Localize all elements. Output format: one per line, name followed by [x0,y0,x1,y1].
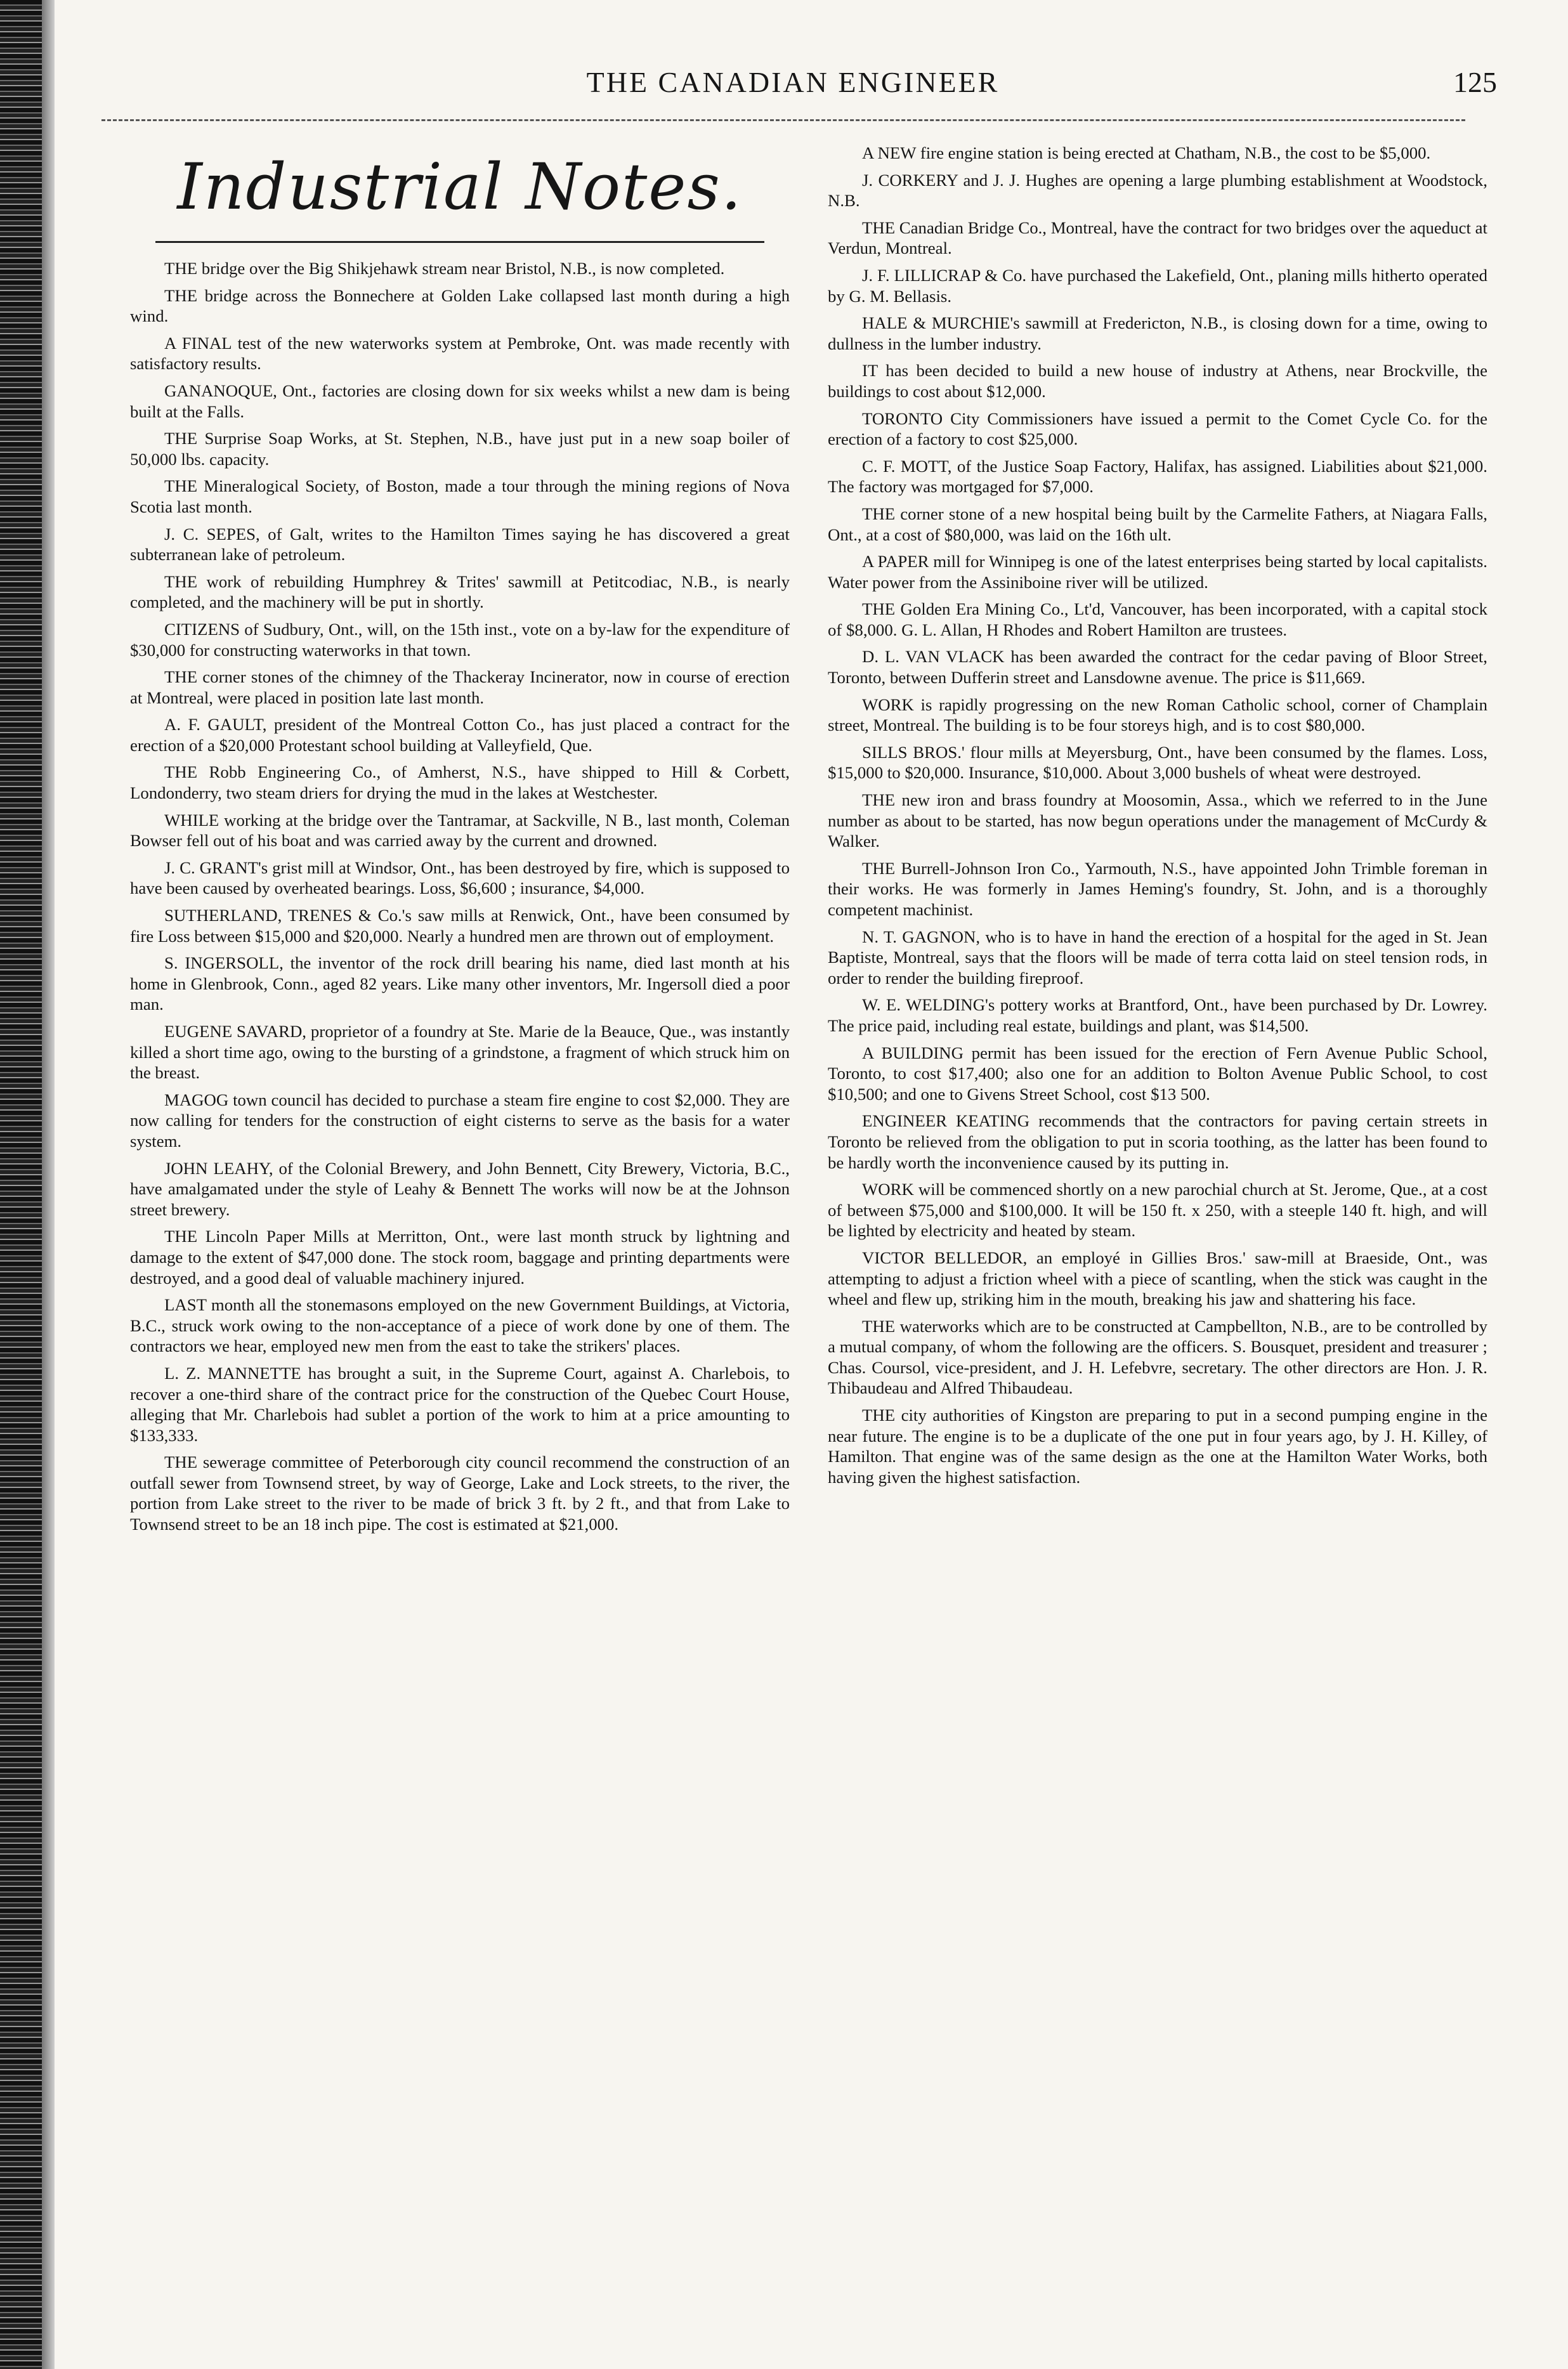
news-item: THE Lincoln Paper Mills at Merritton, Ont., were last month struck by lightning and damage to the extent of $47,000 done. The stock room, baggage and printing departments were destroyed, and a good deal of valuable machinery injured. [130,1227,790,1288]
news-item: THE Mineralogical Society, of Boston, made a tour through the mining regions of Nova Scotia last month. [130,476,790,516]
news-item: LAST month all the stonemasons employed on the new Government Buildings, at Victoria, B.C., struck work owing to the non-acceptance of a piece of work done by one of them. The contractors we hear, employed new men from the east to take the strikers' places. [130,1295,790,1356]
news-item: W. E. WELDING's pottery works at Brantford, Ont., have been purchased by Dr. Lowrey. The price paid, including real estate, buildings and plant, was $14,500. [828,995,1487,1035]
news-item: WHILE working at the bridge over the Tantramar, at Sackville, N B., last month, Coleman Bowser fell out of his boat and was carried away by the current and drowned. [130,810,790,851]
running-title: THE CANADIAN ENGINEER [586,66,1000,98]
news-item: D. L. VAN VLACK has been awarded the contract for the cedar paving of Bloor Street, Toronto, between Dufferin street and Lansdowne avenue. The price is $11,669. [828,647,1487,688]
news-item: WORK is rapidly progressing on the new Roman Catholic school, corner of Champlain street, Montreal. The building is to be four storeys high, and is to cost $80,000. [828,695,1487,735]
binding-edge [0,0,42,2369]
news-item: JOHN LEAHY, of the Colonial Brewery, and John Bennett, City Brewery, Victoria, B.C., have amalgamated under the style of Leahy & Bennett The works will now be at the Johnson street brewery. [130,1158,790,1219]
masthead-rule [155,241,764,243]
news-item: J. C. SEPES, of Galt, writes to the Hamilton Times saying he has discovered a great subterranean lake of petroleum. [130,524,790,565]
news-item: THE Canadian Bridge Co., Montreal, have the contract for two bridges over the aqueduct at Verdun, Montreal. [828,218,1487,258]
news-item: THE bridge across the Bonnechere at Golden Lake collapsed last month during a high wind. [130,285,790,326]
news-item: A. F. GAULT, president of the Montreal Cotton Co., has just placed a contract for the erection of a $20,000 Protestant school building at Valleyfield, Que. [130,715,790,755]
news-item: IT has been decided to build a new house of industry at Athens, near Brockville, the buildings to cost about $12,000. [828,361,1487,401]
right-column [828,143,1487,1494]
news-item: ENGINEER KEATING recommends that the contractors for paving certain streets in Toronto be relieved from the obligation to put in scoria toothing, as the latter has been found to be hardly worth the inconvenience caused by its putting in. [828,1111,1487,1172]
news-item: THE Surprise Soap Works, at St. Stephen, N.B., have just put in a new soap boiler of 50,000 lbs. capacity. [130,429,790,469]
news-item: VICTOR BELLEDOR, an employé in Gillies Bros.' saw-mill at Braeside, Ont., was attempting to adjust a friction wheel with a piece of scantling, when the stick was caught in the wheel and flew up, striking him in the mouth, breaking his jaw and shattering his face. [828,1248,1487,1309]
news-item: MAGOG town council has decided to purchase a steam fire engine to cost $2,000. They are now calling for tenders for the construction of eight cisterns to serve as the basis for a water system. [130,1090,790,1151]
news-item: A FINAL test of the new waterworks system at Pembroke, Ont. was made recently with satisfactory results. [130,333,790,374]
news-item: EUGENE SAVARD, proprietor of a foundry at Ste. Marie de la Beauce, Que., was instantly killed a short time ago, owing to the bursting of a grindstone, a fragment of which struck him on the breast. [130,1022,790,1083]
news-item: THE Golden Era Mining Co., Lt'd, Vancouver, has been incorporated, with a capital stock of $8,000. G. L. Allan, H Rhodes and Robert Hamilton are trustees. [828,599,1487,639]
news-item: SILLS BROS.' flour mills at Meyersburg, Ont., have been consumed by the flames. Loss, $15,000 to $20,000. Insurance, $10,000. About 3,000 bushels of wheat were destroyed. [828,742,1487,783]
news-item: A BUILDING permit has been issued for the erection of Fern Avenue Public School, Toronto, to cost $17,400; also one for an addition to Bolton Avenue Public School, to cost $10,500; and one to Givens Street School, cost $13 500. [828,1043,1487,1104]
news-item: C. F. MOTT, of the Justice Soap Factory, Halifax, has assigned. Liabilities about $21,000. The factory was mortgaged for $7,000. [828,456,1487,497]
page-header [70,60,1516,105]
news-item: THE bridge over the Big Shikjehawk stream near Bristol, N.B., is now completed. [164,259,725,278]
news-item: A PAPER mill for Winnipeg is one of the latest enterprises being started by local capitalists. Water power from the Assiniboine river will be utilized. [828,552,1487,592]
right-notes [828,143,1487,1487]
news-item: THE Robb Engineering Co., of Amherst, N.S., have shipped to Hill & Corbett, Londonderry, two steam driers for drying the mud in the lakes at Westchester. [130,762,790,803]
binding-shadow [42,0,55,2369]
news-item: J. C. GRANT's grist mill at Windsor, Ont., has been destroyed by fire, which is supposed to have been caused by overheated bearings. Loss, $6,600 ; insurance, $4,000. [130,858,790,898]
news-item: THE Burrell-Johnson Iron Co., Yarmouth, N.S., have appointed John Trimble foreman in their works. He was formerly in James Heming's foundry, St. John, and is a thoroughly competent machinist. [828,858,1487,919]
news-item: S. INGERSOLL, the inventor of the rock drill bearing his name, died last month at his home in Glenbrook, Conn., aged 82 years. Like many other inventors, Mr. Ingersoll died a poor man. [130,953,790,1014]
header-rule [101,119,1465,121]
news-item: THE waterworks which are to be constructed at Campbellton, N.B., are to be controlled by a mutual company, of whom the following are the officers. S. Bousquet, president and treasurer ; Chas. Coursol, vice-president, and J. H. Lefebvre, secretary. The other directors are Hon. J. R. Thibaudeau and Alfred Thibaudeau. [828,1316,1487,1398]
news-item: GANANOQUE, Ont., factories are closing down for six weeks whilst a new dam is being built at the Falls. [130,381,790,421]
news-item: HALE & MURCHIE's sawmill at Fredericton, N.B., is closing down for a time, owing to dullness in the lumber industry. [828,313,1487,353]
news-item: L. Z. MANNETTE has brought a suit, in the Supreme Court, against A. Charlebois, to recover a one-third share of the contract price for the construction of the Quebec Court House, alleging that Mr. Charlebois had sublet a portion of the work to him at a price amounting to $133,333. [130,1363,790,1445]
page-number: 125 [1453,66,1497,98]
left-notes [130,258,790,1535]
news-item: J. CORKERY and J. J. Hughes are opening a large plumbing establishment at Woodstock, N.B. [828,170,1487,211]
news-item: THE work of rebuilding Humphrey & Trites' sawmill at Petitcodiac, N.B., is nearly completed, and the machinery will be put in shortly. [130,571,790,612]
news-item: SUTHERLAND, TRENES & Co.'s saw mills at Renwick, Ont., have been consumed by fire Loss between $15,000 and $20,000. Nearly a hundred men are thrown out of employment. [130,906,790,946]
news-item: CITIZENS of Sudbury, Ont., will, on the 15th inst., vote on a by-law for the expenditure of $30,000 for constructing waterworks in that town. [130,619,790,660]
news-item: THE corner stones of the chimney of the Thackeray Incinerator, now in course of erection at Montreal, were placed in position late last month. [130,667,790,707]
section-title: Industrial Notes. [177,150,743,224]
section-masthead [130,143,790,241]
news-item: THE city authorities of Kingston are preparing to put in a second pumping engine in the near future. The engine is to be a duplicate of the one put in four years ago, by J. H. Killey, of Hamilton. That engine was of the same design as the one at the Hamilton Water Works, both having given the highest satisfaction. [828,1406,1487,1487]
news-item: N. T. GAGNON, who is to have in hand the erection of a hospital for the aged in St. Jean Baptiste, Montreal, says that the floors will be made of terra cotta laid on steel tension rods, in order to render the building fireproof. [828,927,1487,988]
news-item: WORK will be commenced shortly on a new parochial church at St. Jerome, Que., at a cost of between $75,000 and $100,000. It will be 150 ft. x 250, with a steeple 140 ft. high, and will be lighted by electricity and heated by steam. [828,1180,1487,1241]
news-item: THE sewerage committee of Peterborough city council recommend the construction of an outfall sewer from Townsend street, by way of George, Lake and Lock streets, to the river, the portion from Lake street to the river to be made of brick 3 ft. by 2 ft., and that from Lake to Townsend street to be an 18 inch pipe. The cost is estimated at $21,000. [130,1452,790,1534]
news-item: J. F. LILLICRAP & Co. have purchased the Lakefield, Ont., planing mills hitherto operated by G. M. Bellasis. [828,265,1487,306]
news-item: THE new iron and brass foundry at Moosomin, Assa., which we referred to in the June number as about to be started, has now begun operations under the management of McCurdy & Walker. [828,790,1487,851]
left-column [130,143,790,1541]
news-item: THE corner stone of a new hospital being built by the Carmelite Fathers, at Niagara Falls, Ont., at a cost of $80,000, was laid on the 16th ult. [828,504,1487,544]
news-item: A NEW fire engine station is being erected at Chatham, N.B., the cost to be $5,000. [862,143,1431,162]
news-item: TORONTO City Commissioners have issued a permit to the Comet Cycle Co. for the erection of a factory to cost $25,000. [828,408,1487,449]
